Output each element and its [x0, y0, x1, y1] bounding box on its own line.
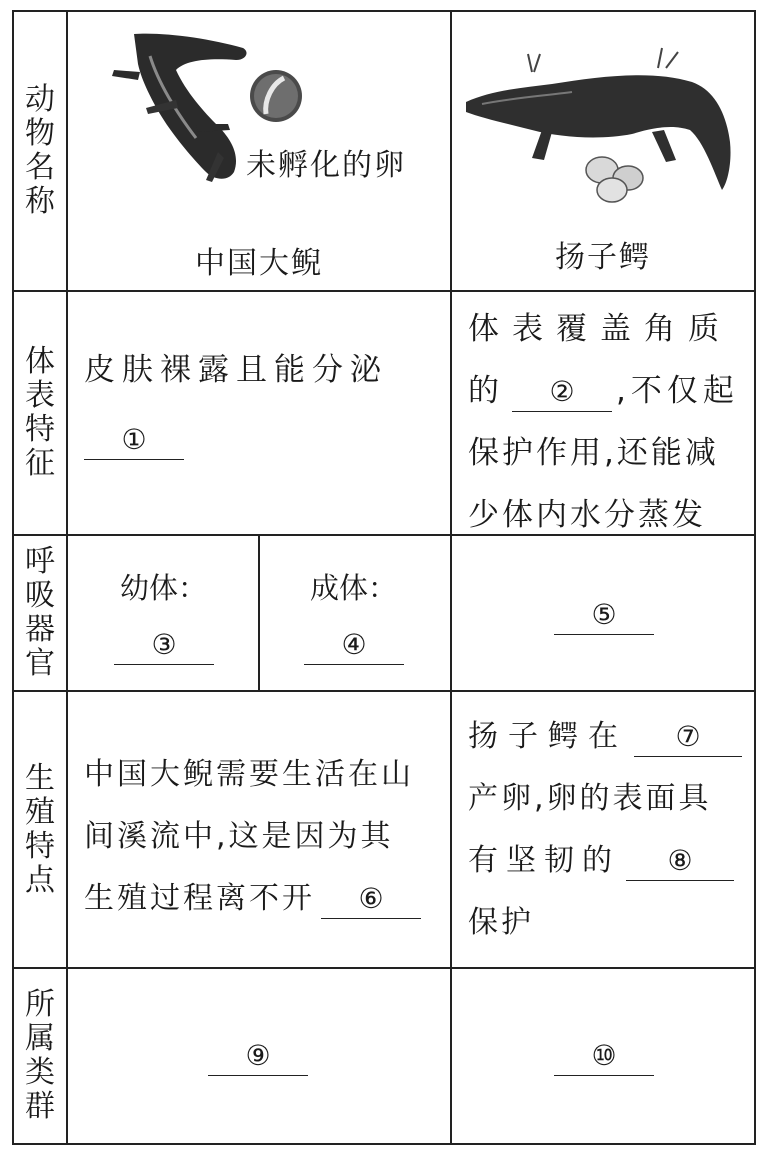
alligator-surface-line4: 少体内水分蒸发 — [468, 497, 706, 533]
alligator-surface-line1: 体表覆盖角质 — [468, 311, 732, 347]
row-divider-1 — [14, 290, 754, 292]
header-category: 所 属 类 群 — [25, 987, 55, 1124]
juvenile-resp — [68, 536, 258, 690]
alligator-category — [452, 969, 754, 1143]
alligator-repro: 扬子鳄在 ⑦ 产卵,卵的表面具 有坚韧的 ⑧ 保护 — [468, 706, 750, 954]
juvenile-label: 幼体： — [120, 571, 208, 605]
salamander-category — [68, 969, 450, 1143]
salamander-surface-text: 皮肤裸露且能分泌 — [84, 352, 388, 388]
blank-4: ④ — [304, 626, 404, 665]
blank-6: ⑥ — [321, 880, 421, 919]
row-divider-3 — [14, 690, 754, 692]
egg-label: 未孵化的卵 — [246, 148, 406, 183]
alligator-surface: 体表覆盖角质 的 ② ,不仅起 保护作用,还能减 少体内水分蒸发 — [468, 298, 750, 546]
blank-8: ⑧ — [626, 842, 734, 881]
adult-resp — [260, 536, 450, 690]
header-respiration: 呼 吸 器 官 — [25, 544, 55, 681]
salamander-surface — [84, 350, 440, 470]
salamander-name: 中国大鲵 — [195, 246, 323, 281]
blank-5: ⑤ — [554, 596, 654, 635]
alligator-surface-line3: 保护作用,还能减 — [468, 435, 719, 471]
salamander-repro: 中国大鲵需要生活在山 间溪流中,这是因为其 生殖过程离不开 ⑥ — [84, 744, 444, 930]
comparison-table — [12, 10, 756, 1145]
header-animal-name: 动 物 名 称 — [25, 82, 55, 219]
blank-1: ① — [84, 421, 184, 460]
header-body-surface: 体 表 特 征 — [25, 344, 55, 481]
salamander-cell — [68, 12, 450, 290]
blank-9: ⑨ — [208, 1037, 308, 1076]
alligator-resp — [452, 536, 754, 690]
blank-3: ③ — [114, 626, 214, 665]
blank-2: ② — [512, 373, 612, 412]
blank-10: ⑩ — [554, 1037, 654, 1076]
blank-7: ⑦ — [634, 718, 742, 757]
adult-label: 成体： — [310, 571, 398, 605]
alligator-name: 扬子鳄 — [555, 240, 651, 275]
header-reproduction: 生 殖 特 点 — [25, 760, 55, 898]
alligator-cell — [452, 12, 754, 290]
